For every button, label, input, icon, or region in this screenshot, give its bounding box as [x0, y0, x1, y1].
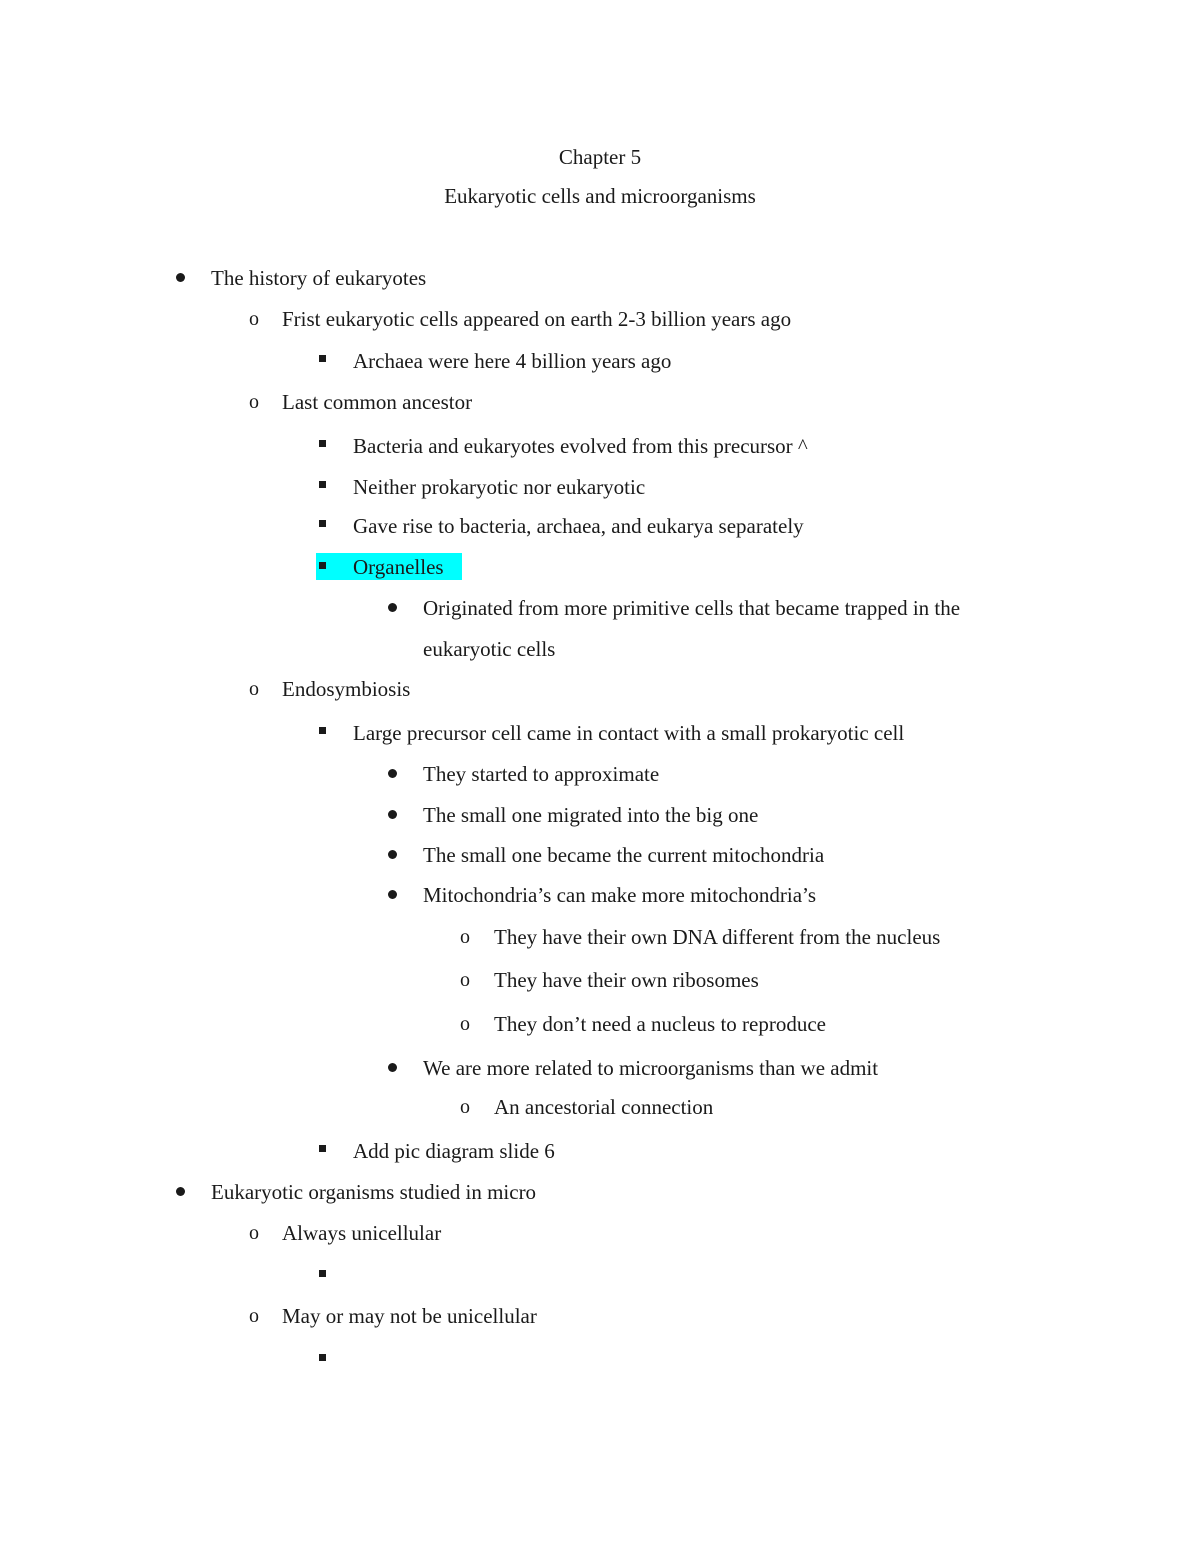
list-item-highlighted: Organelles	[353, 555, 444, 579]
list-item: The history of eukaryotes	[211, 266, 427, 290]
list-item: Add pic diagram slide 6	[353, 1139, 555, 1163]
list-item-continuation: eukaryotic cells	[423, 637, 556, 661]
list-item: Always unicellular	[282, 1221, 442, 1245]
bullet-square	[319, 1145, 326, 1152]
list-item: They started to approximate	[423, 762, 660, 786]
list-item: Eukaryotic organisms studied in micro	[211, 1180, 537, 1204]
bullet-square	[319, 1354, 326, 1361]
list-item: Frist eukaryotic cells appeared on earth 2-3 billion years ago	[282, 307, 792, 331]
bullet-square	[319, 520, 326, 527]
list-item: They have their own DNA different from the nucleus	[494, 925, 941, 949]
document-subtitle: Eukaryotic cells and microorganisms	[444, 184, 756, 208]
list-item: May or may not be unicellular	[282, 1304, 537, 1328]
bullet-dot	[388, 850, 397, 859]
chapter-title: Chapter 5	[558, 145, 642, 169]
bullet-circle: o	[249, 1222, 259, 1244]
bullet-circle: o	[460, 1013, 470, 1035]
bullet-circle: o	[460, 969, 470, 991]
bullet-square	[319, 562, 326, 569]
bullet-dot	[388, 810, 397, 819]
bullet-dot	[388, 1063, 397, 1072]
list-item: They don’t need a nucleus to reproduce	[494, 1012, 826, 1036]
bullet-dot	[388, 890, 397, 899]
bullet-circle: o	[249, 391, 259, 413]
list-item: The small one became the current mitochondria	[423, 843, 825, 867]
list-item: They have their own ribosomes	[494, 968, 759, 992]
list-item: Archaea were here 4 billion years ago	[353, 349, 672, 373]
bullet-square	[319, 355, 326, 362]
bullet-circle: o	[249, 678, 259, 700]
bullet-circle: o	[460, 926, 470, 948]
list-item: Bacteria and eukaryotes evolved from this precursor ^	[353, 434, 808, 458]
bullet-dot	[176, 1187, 185, 1196]
list-item: Gave rise to bacteria, archaea, and eukarya separately	[353, 514, 804, 538]
list-item: Last common ancestor	[282, 390, 473, 414]
bullet-circle: o	[460, 1096, 470, 1118]
list-item: The small one migrated into the big one	[423, 803, 759, 827]
bullet-dot	[176, 273, 185, 282]
bullet-dot	[388, 769, 397, 778]
bullet-square	[319, 1270, 326, 1277]
list-item: An ancestorial connection	[494, 1095, 714, 1119]
list-item: Large precursor cell came in contact with a small prokaryotic cell	[353, 721, 905, 745]
list-item: Neither prokaryotic nor eukaryotic	[353, 475, 646, 499]
list-item: Endosymbiosis	[282, 677, 411, 701]
bullet-circle: o	[249, 1305, 259, 1327]
bullet-square	[319, 481, 326, 488]
list-item: We are more related to microorganisms than we admit	[423, 1056, 879, 1080]
bullet-square	[319, 727, 326, 734]
list-item: Mitochondria’s can make more mitochondria’s	[423, 883, 817, 907]
bullet-circle: o	[249, 308, 259, 330]
bullet-square	[319, 440, 326, 447]
bullet-dot	[388, 603, 397, 612]
list-item: Originated from more primitive cells that became trapped in the	[423, 596, 961, 620]
